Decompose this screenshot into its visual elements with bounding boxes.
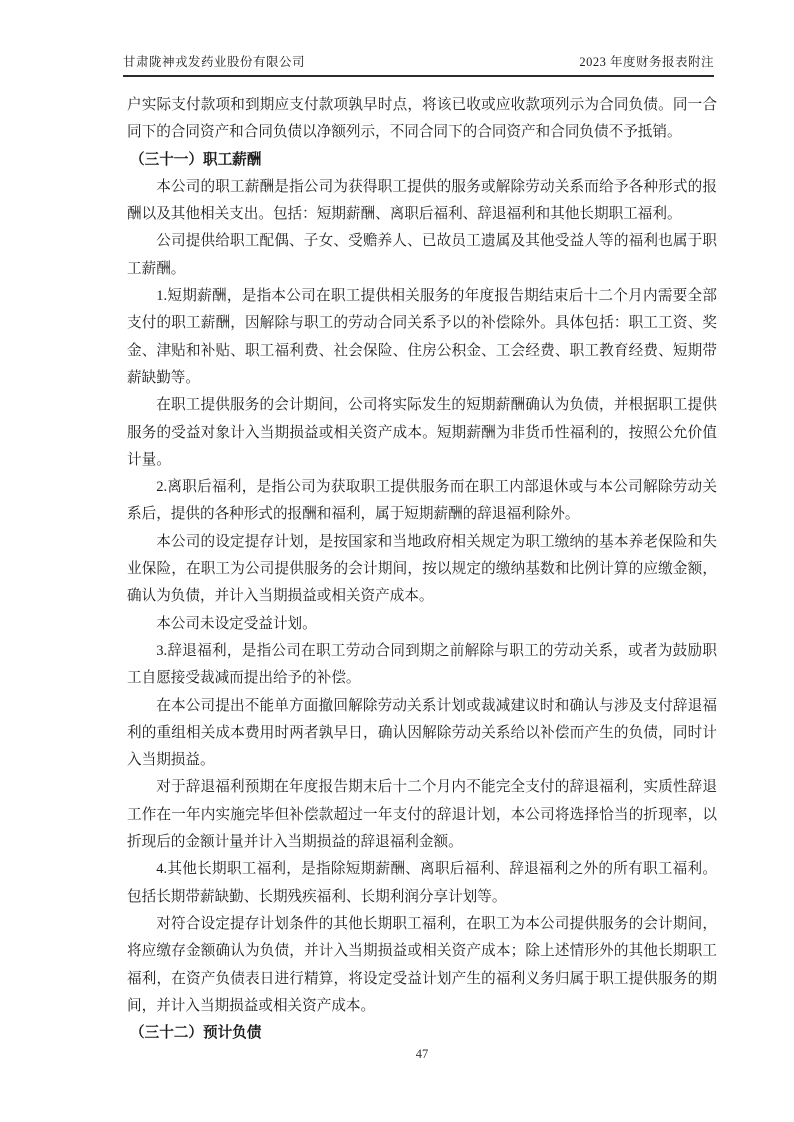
paragraph: 公司提供给职工配偶、子女、受赡养人、已故员工遗属及其他受益人等的福利也属于职工薪酬。 <box>127 233 717 277</box>
paragraph: 在本公司提出不能单方面撤回解除劳动关系计划或裁减建议时和确认与涉及支付辞退福利的重组相关成本费用时两者孰早日，确认因解除劳动关系给以补偿而产生的负债，同时计入当期损益。 <box>127 697 717 769</box>
paragraph: 3.辞退福利，是指公司在职工劳动合同到期之前解除与职工的劳动关系，或者为鼓励职工自愿接受裁减而提出给予的补偿。 <box>127 642 717 687</box>
paragraph: 本公司未设定受益计划。 <box>156 615 317 632</box>
paragraph: 对符合设定提存计划条件的其他长期职工福利，在职工为本公司提供服务的会计期间，将应缴存金额确认为负债，并计入当期损益或相关资产成本；除上述情形外的其他长期职工福利，在资产负债表日进行精算，将设定受益计划产生的福利义务归属于职工提供服务的期间，并计入当期损益或相关资产成本。 <box>127 915 717 1014</box>
paragraph: 4.其他长期职工福利，是指除短期薪酬、离职后福利、辞退福利之外的所有职工福利。包括长期带薪缺勤、长期残疾福利、长期利润分享计划等。 <box>127 861 717 905</box>
page-number: 47 <box>415 1047 429 1061</box>
paragraph: 在职工提供服务的会计期间，公司将实际发生的短期薪酬确认为负债，并根据职工提供服务的受益对象计入当期损益或相关资产成本。短期薪酬为非货币性福利的，按照公允价值计量。 <box>127 397 717 468</box>
paragraph: 本公司的设定提存计划，是按国家和当地政府相关规定为职工缴纳的基本养老保险和失业保险，在职工为公司提供服务的会计期间，按以规定的缴纳基数和比例计算的应缴金额，确认为负债，并计入当期损益或相关资产成本。 <box>127 533 717 605</box>
paragraph: 本公司的职工薪酬是指公司为获得职工提供的服务或解除劳动关系而给予各种形式的报酬以及其他相关支出。包括：短期薪酬、离职后福利、辞退福利和其他长期职工福利。 <box>127 178 717 223</box>
paragraph-continuation: 户实际支付款项和到期应支付款项孰早时点，将该已收或应收款项列示为合同负债。同一合同下的合同资产和合同负债以净额列示，不同合同下的合同资产和合同负债不予抵销。 <box>127 97 717 141</box>
report-title: 2023 年度财务报表附注 <box>579 55 714 69</box>
paragraph: 对于辞退福利预期在年度报告期末后十二个月内不能完全支付的辞退福利，实质性辞退工作在一年内实施完毕但补偿款超过一年支付的辞退计划，本公司将选择恰当的折现率，以折现后的金额计量并计入当期损益的辞退福利金额。 <box>127 779 717 851</box>
paragraph: 1.短期薪酬，是指本公司在职工提供相关服务的年度报告期结束后十二个月内需要全部支付的职工薪酬，因解除与职工的劳动合同关系予以的补偿除外。具体包括：职工工资、奖金、津贴和补贴、职工福利费、社会保险、住房公积金、工会经费、职工教育经费、短期带薪缺勤等。 <box>127 288 717 386</box>
company-name: 甘肃陇神戎发药业股份有限公司 <box>123 55 306 69</box>
section-heading-32: （三十二）预计负债 <box>130 1025 262 1042</box>
paragraph: 2.离职后福利，是指公司为获取职工提供服务而在职工内部退休或与本公司解除劳动关系后，提供的各种形式的报酬和福利，属于短期薪酬的辞退福利除外。 <box>127 479 717 523</box>
section-heading-31: （三十一）职工薪酬 <box>130 151 262 168</box>
document-body <box>127 92 717 1047</box>
page-header <box>123 52 714 77</box>
